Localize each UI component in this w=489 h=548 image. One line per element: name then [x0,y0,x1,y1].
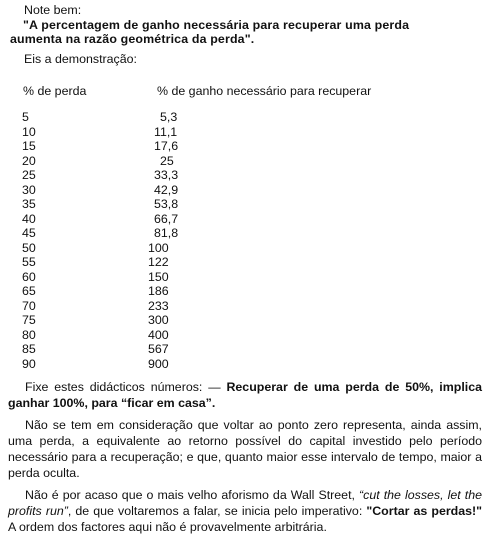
gain-percent: 17,6 [154,139,179,153]
loss-percent: 5 [22,110,29,124]
gain-percent: 186 [148,284,169,298]
column-header-loss: % de perda [23,84,87,98]
loss-percent: 90 [22,356,36,371]
table-row [0,183,300,197]
column-header-gain: % de ganho necessário para recuperar [157,84,372,98]
loss-percent: 65 [22,284,36,298]
paragraph-1 [8,379,482,411]
gain-percent: 5,3 [160,110,178,124]
table-row [0,226,300,240]
quote-line-1: "A percentagem de ganho necessária para recuperar uma perda [23,18,410,32]
loss-percent: 40 [22,211,36,226]
note-label: Note bem: [24,3,82,17]
table-row [0,255,300,269]
table-row [0,342,300,356]
gain-percent: 11,1 [154,124,178,139]
loss-percent: 85 [22,342,36,356]
gain-percent: 33,3 [154,168,179,182]
gain-percent: 150 [148,269,169,284]
table-row [0,110,300,124]
quote-line-2: aumenta na razão geométrica da perda". [10,32,255,46]
table-row [0,154,300,168]
body-text [8,379,482,535]
table-row [0,241,300,255]
paragraph-3-imperative: "Cortar as perdas!" [366,504,483,518]
gain-percent: 122 [148,255,169,269]
paragraph-2 [8,417,482,481]
loss-percent: 80 [22,327,36,342]
paragraph-3-text-b: , de que voltaremos a falar, se inicia pelo imperativo: [67,504,367,518]
gain-percent: 66,7 [154,211,179,226]
loss-percent: 70 [22,298,36,313]
paragraph-3-text-a: Não é por acaso que o mais velho aforismo da Wall Street, [25,488,360,502]
loss-percent: 25 [22,168,36,182]
gain-percent: 81,8 [154,226,179,240]
quote-statement [10,18,480,46]
loss-percent: 10 [22,124,36,139]
loss-percent: 75 [22,313,36,327]
loss-percent: 30 [22,182,36,197]
table-row [0,212,300,226]
paragraph-3-text-c: A ordem dos factores aqui não é provavelmente arbitrária. [8,520,327,534]
gain-percent: 400 [148,327,169,342]
loss-percent: 50 [22,240,36,255]
loss-percent: 35 [22,197,36,211]
loss-percent: 15 [22,139,36,153]
table-row [0,313,300,327]
gain-percent: 233 [148,298,169,313]
loss-percent: 20 [22,153,36,168]
table-row [0,284,300,298]
table-row [0,125,300,139]
table-row [0,299,300,313]
gain-percent: 100 [148,240,169,255]
loss-percent: 60 [22,269,36,284]
table-row [0,328,300,342]
paragraph-1-emphasis: Recuperar de uma perda de 50%, implica ganhar 100%, para “ficar em casa”. [8,380,482,410]
paragraph-2-text: Não se tem em consideração que voltar ao ponto zero representa, ainda assim, uma perda, a equivalente ao retorno possível do capital investido pelo período necessário para a recuperação; e que, quanto maior esse intervalo de tempo, maior a perda oculta. [8,418,482,480]
table-row [0,197,300,211]
paragraph-3 [8,487,482,535]
loss-percent: 45 [22,226,36,240]
gain-percent: 900 [148,356,169,371]
table-row [0,270,300,284]
table-row [0,139,300,153]
demonstration-label: Eis a demonstração: [24,52,137,66]
paragraph-1-text: Fixe estes didácticos números: — [25,380,227,394]
gain-percent: 567 [148,342,169,356]
gain-percent: 42,9 [154,182,179,197]
gain-percent: 300 [148,313,169,327]
gain-percent: 53,8 [154,197,179,211]
paragraph-3-aphorism: “cut the losses, let the profits run” [8,488,482,518]
table-row [0,357,300,371]
loss-percent: 55 [22,255,36,269]
gain-percent: 25 [160,153,174,168]
table-row [0,168,300,182]
